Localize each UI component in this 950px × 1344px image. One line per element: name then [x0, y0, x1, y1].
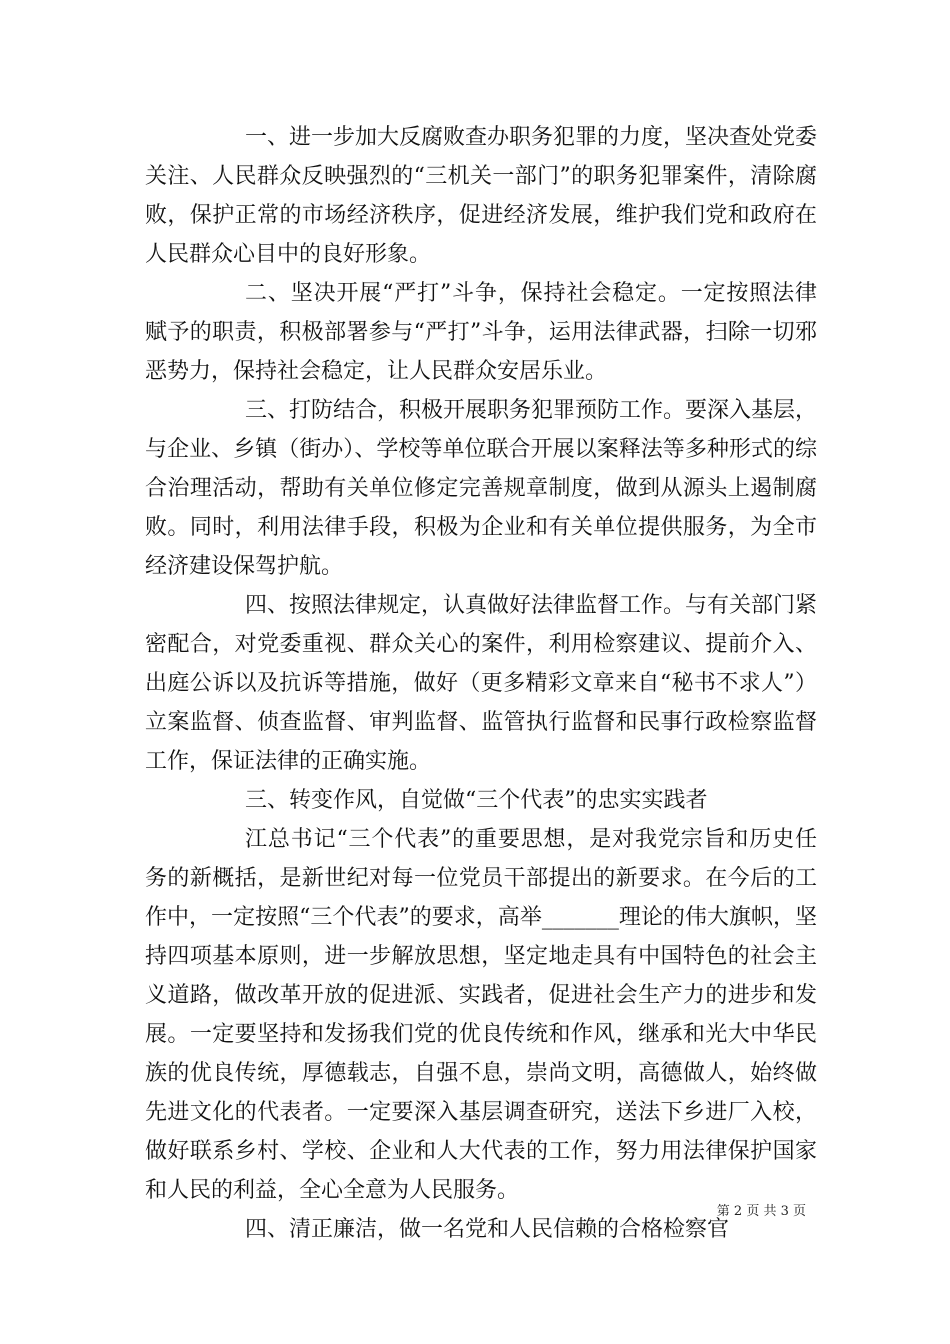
paragraph-three-represents: 江总书记“三个代表”的重要思想，是对我党宗旨和历史任务的新概括，是新世纪对每一位党员干部提出的新要求。在今后的工作中，一定按照“三个代表”的要求，高举_______理论的伟大旗帜，坚持四项基本原则，进一步解放思想，坚定地走具有中国特色的社会主义道路，做改革开放的促进派、实践者，促进社会生产力的进步和发展。一定要坚持和发扬我们党的优良传统和作风，继承和光大中华民族的优良传统，厚德载志，自强不息，崇尚文明，高德做人，始终做先进文化的代表者。一定要深入基层调查研究，送法下乡进厂入校，做好联系乡村、学校、企业和人大代表的工作，努力用法律保护国家和人民的利益，全心全意为人民服务。 — [145, 827, 817, 1203]
page-number-footer: 第 2 页 共 3 页 — [716, 1204, 806, 1219]
paragraph-legal-supervision: 四、按照法律规定，认真做好法律监督工作。与有关部门紧密配合，对党委重视、群众关心的案件，利用检察建议、提前介入、出庭公诉以及抗诉等措施，做好（更多精彩文章来自“秘书不求人”）立案监督、侦查监督、审判监督、监管执行监督和民事行政检察监督工作，保证法律的正确实施。 — [145, 593, 818, 774]
paragraph-prevention: 三、打防结合，积极开展职务犯罪预防工作。要深入基层，与企业、乡镇（街办）、学校等单位联合开展以案释法等多种形式的综合治理活动，帮助有关单位修定完善规章制度，做到从源头上遏制腐败。同时，利用法律手段，积极为企业和有关单位提供服务，为全市经济建设保驾护航。 — [145, 398, 818, 579]
section-heading-integrity: 四、清正廉洁，做一名党和人民信赖的合格检察官 — [245, 1217, 730, 1242]
document-body — [145, 118, 817, 1249]
paragraph-anti-corruption: 一、进一步加大反腐败查办职务犯罪的力度，坚决查处党委关注、人民群众反映强烈的“三机关一部门”的职务犯罪案件，清除腐败，保护正常的市场经济秩序，促进经济发展，维护我们党和政府在人民群众心目中的良好形象。 — [145, 125, 818, 267]
paragraph-strike-hard: 二、坚决开展“严打”斗争，保持社会稳定。一定按照法律赋予的职责，积极部署参与“严打”斗争，运用法律武器，扫除一切邪恶势力，保持社会稳定，让人民群众安居乐业。 — [145, 281, 817, 384]
section-heading-change-style: 三、转变作风，自觉做“三个代表”的忠实实践者 — [245, 788, 708, 813]
